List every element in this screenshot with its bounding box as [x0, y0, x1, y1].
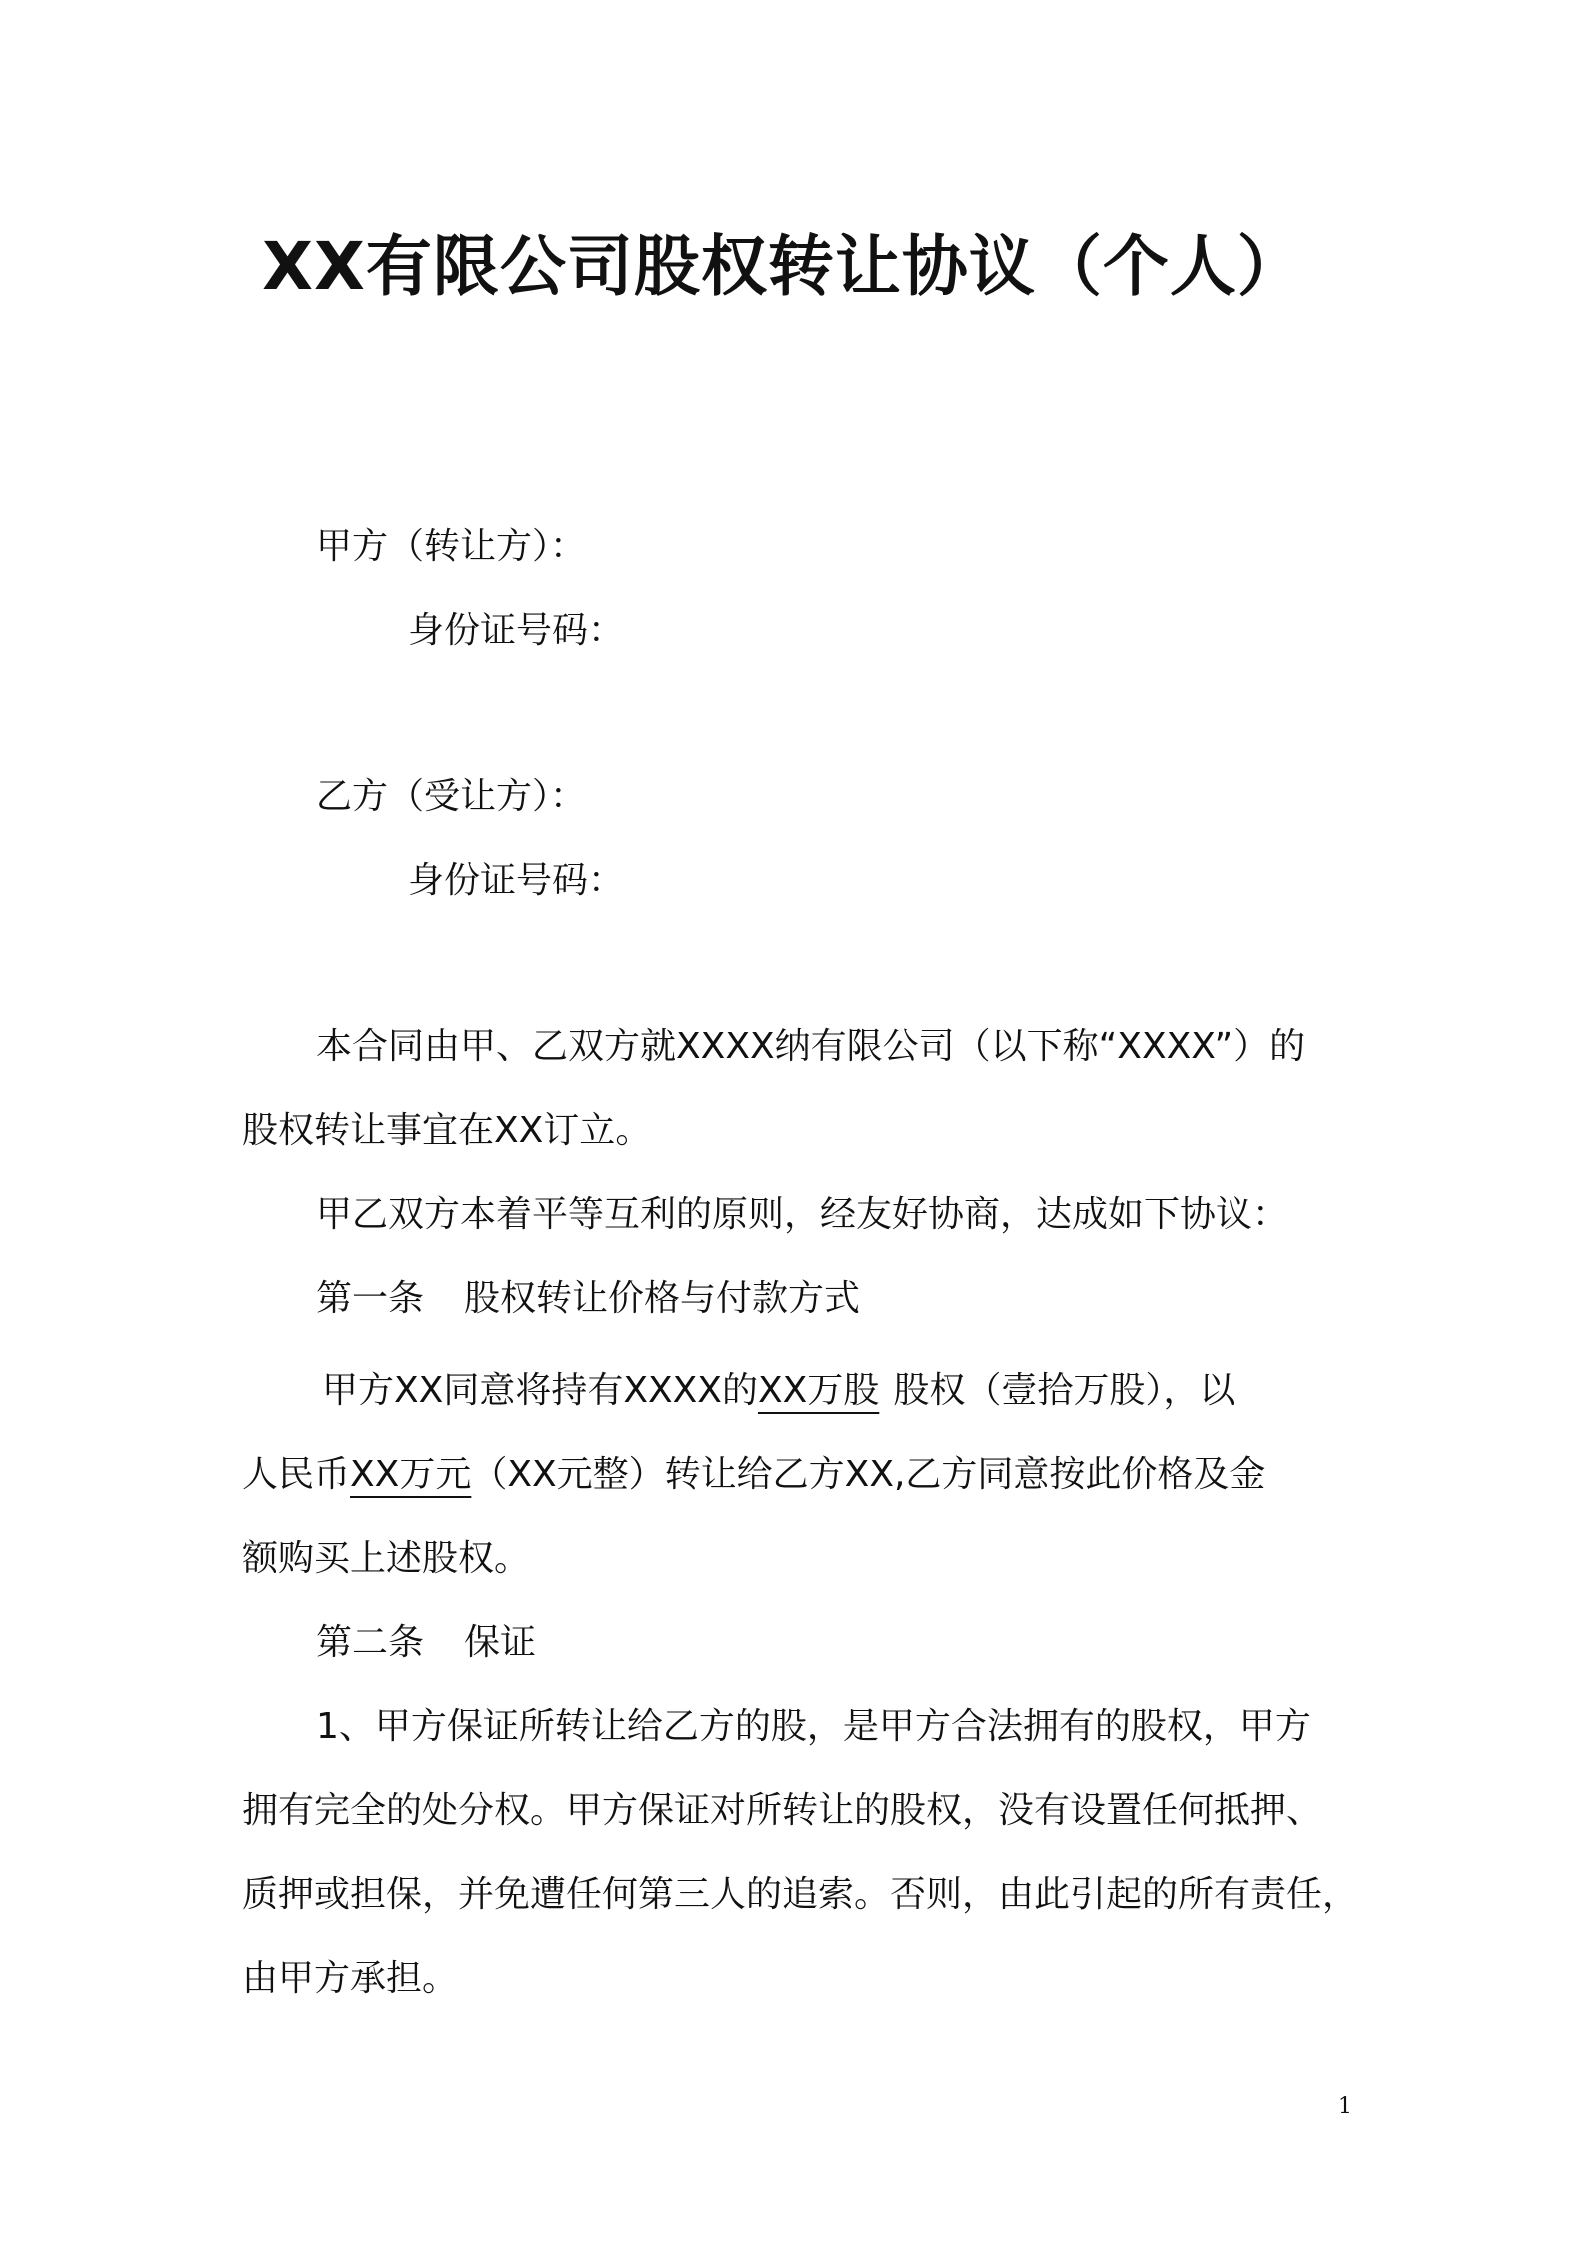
article-1-title: 股权转让价格与付款方式 [464, 1278, 861, 1319]
shares-amount: XX万股 [757, 1370, 880, 1411]
page-number: 1 [1338, 2094, 1352, 2119]
text-segment: 股权（壹拾万股），以 [893, 1370, 1236, 1411]
article-2-para-line-1: 1、甲方保证所转让给乙方的股，是甲方合法拥有的股权，甲方 [316, 1706, 1311, 1747]
party-a-label: 甲方（转让方）： [316, 526, 587, 567]
article-1-para-line-1 [322, 1366, 1235, 1416]
party-a-id-label: 身份证号码： [408, 610, 625, 651]
article-2-para-line-4: 由甲方承担。 [242, 1958, 459, 1999]
principle-text: 甲乙双方本着平等互利的原则，经友好协商，达成如下协议： [316, 1194, 1289, 1235]
article-2-number: 第二条 [316, 1622, 425, 1663]
article-1-heading [316, 1274, 860, 1324]
party-b-id-label: 身份证号码： [408, 860, 625, 901]
price-amount: XX万元 [350, 1454, 472, 1495]
article-2-title: 保证 [464, 1622, 537, 1663]
article-2-para-line-2: 拥有完全的处分权。甲方保证对所转让的股权，没有设置任何抵押、 [242, 1790, 1323, 1831]
intro-line-2: 股权转让事宜在XX订立。 [242, 1110, 652, 1151]
article-1-para-line-3: 额购买上述股权。 [242, 1538, 531, 1579]
article-1-para-line-2 [242, 1450, 1265, 1500]
text-segment: 甲方XX同意将持有XXXX的 [322, 1370, 758, 1411]
text-segment: 人民币 [242, 1454, 351, 1495]
article-1-number: 第一条 [316, 1278, 425, 1319]
article-2-heading [316, 1618, 536, 1668]
party-b-label: 乙方（受让方）： [316, 776, 587, 817]
intro-line-1: 本合同由甲、乙双方就XXXX纳有限公司（以下称“XXXX”）的 [316, 1026, 1306, 1067]
text-segment: （XX元整）转让给乙方XX,乙方同意按此价格及金 [471, 1454, 1266, 1495]
document-title: XX有限公司股权转让协议（个人） [262, 228, 1304, 305]
article-2-para-line-3: 质押或担保，并免遭任何第三人的追索。否则，由此引起的所有责任， [242, 1874, 1359, 1915]
